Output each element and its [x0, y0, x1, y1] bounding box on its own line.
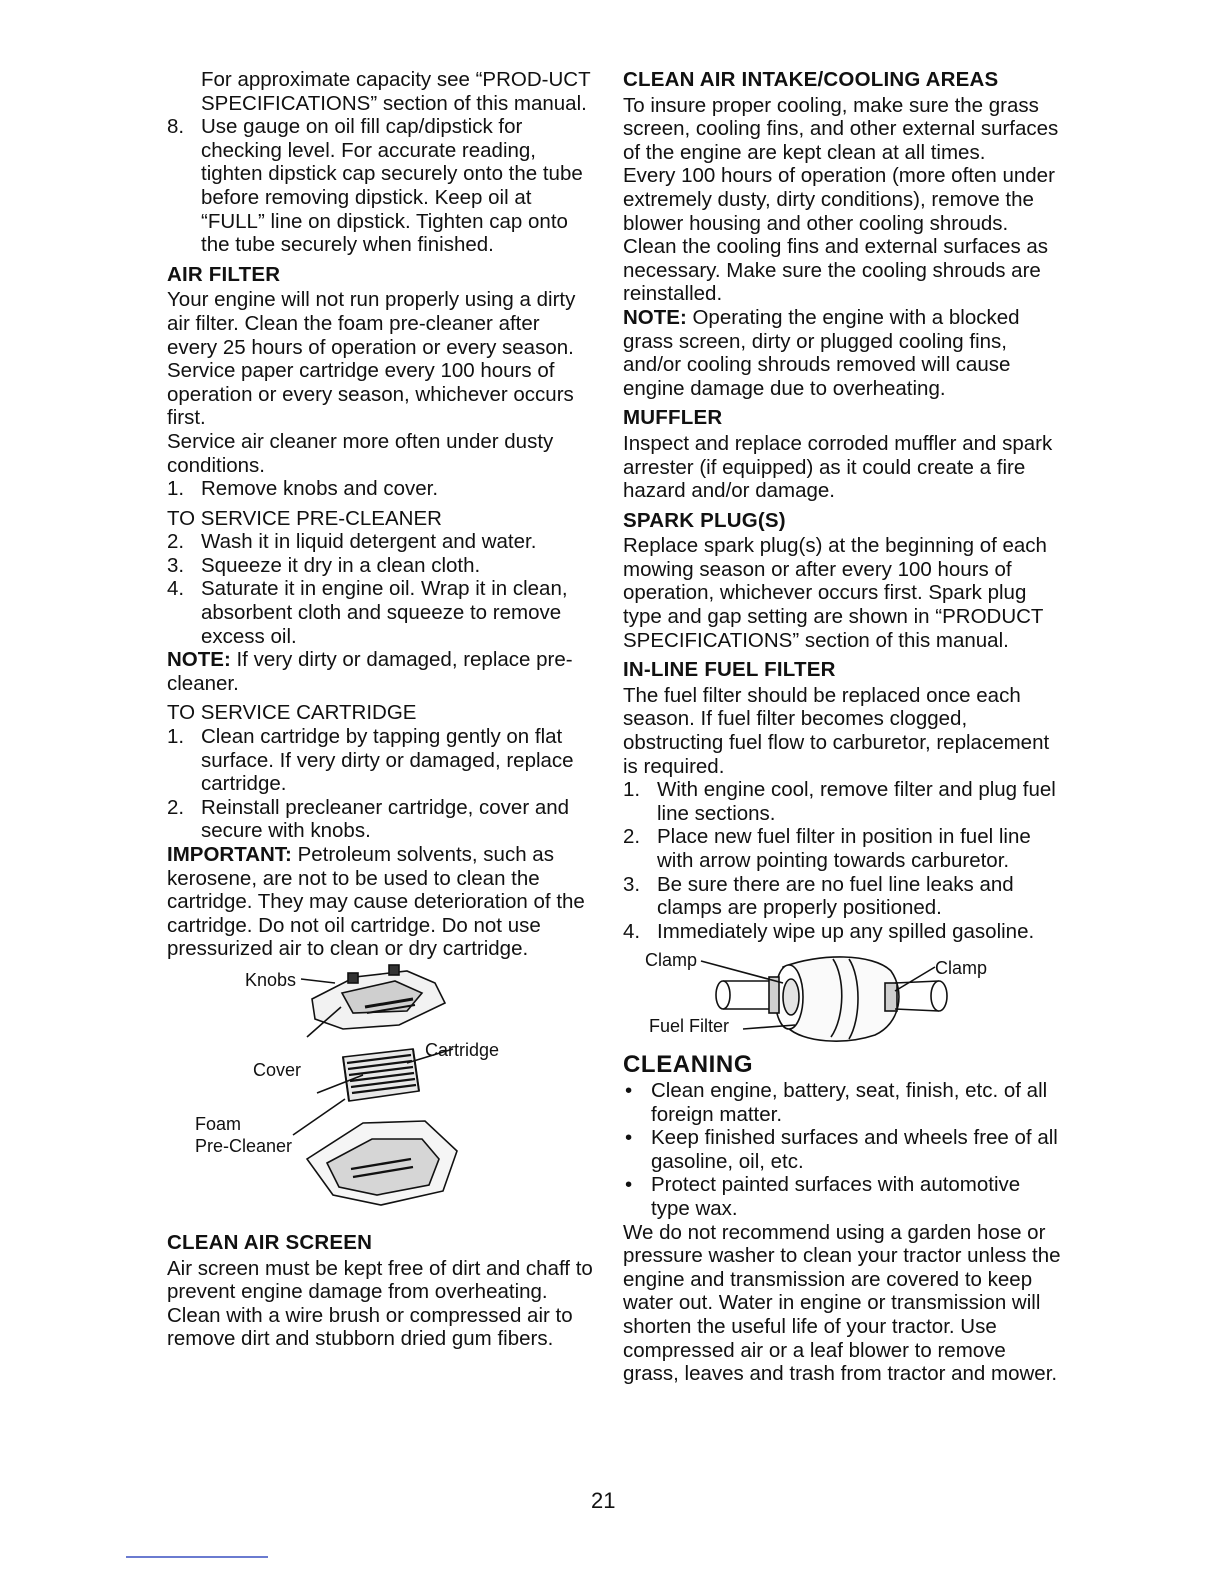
pre-cleaner-label: Pre-Cleaner — [195, 1135, 293, 1156]
fuel-filter-figure — [623, 947, 1063, 1043]
muffler-heading: MUFFLER — [623, 406, 723, 430]
list-item — [623, 778, 1063, 825]
muffler-paragraph: Inspect and replace corroded muffler and spark arrester (if equipped) as it could create a fire hazard and/or damage. — [623, 431, 1053, 503]
right-column — [623, 68, 1063, 1386]
important-label: IMPORTANT: — [167, 843, 292, 866]
list-item-text: Use gauge on oil fill cap/dipstick for checking level. For accurate reading, tighten dipstick cap securely onto the tube before removing dipstick. Keep oil at “FULL” line on dipstick. Tighten cap onto the tube securely when finished. — [201, 115, 583, 257]
list-item — [623, 825, 1063, 872]
list-item-number: 4. — [623, 919, 641, 943]
page-number: 21 — [591, 1488, 616, 1513]
list-item-number: 3. — [623, 872, 641, 896]
cleaning-paragraph: We do not recommend using a garden hose or pressure washer to clean your tractor unless the engine and transmission are covered to keep water out. Water in engine or transmission will shorten the useful life of your tractor. Use compressed air or a leaf blower to remove grass, leaves and trash from tractor and mower. — [623, 1220, 1061, 1386]
list-item — [167, 796, 595, 843]
list-item — [167, 530, 595, 554]
list-item-text: Clean cartridge by tapping gently on flat surface. If very dirty or damaged, replace cartridge. — [201, 725, 574, 796]
list-item — [167, 554, 595, 578]
left-column — [167, 68, 595, 1351]
cartridge-subheading: TO SERVICE CARTRIDGE — [167, 701, 417, 725]
cooling-areas-heading: CLEAN AIR INTAKE/COOLING AREAS — [623, 68, 999, 91]
foam-label: Foam — [195, 1113, 242, 1134]
clean-air-screen-heading: CLEAN AIR SCREEN — [167, 1230, 373, 1254]
list-item — [167, 577, 595, 648]
cleaning-heading: CLEANING — [623, 1051, 754, 1079]
list-item — [623, 920, 1063, 944]
list-item-text: With engine cool, remove filter and plug fuel line sections. — [657, 778, 1056, 825]
air-filter-heading: AIR FILTER — [167, 262, 281, 286]
air-filter-figure — [167, 963, 595, 1225]
bottom-rule — [126, 1556, 268, 1558]
list-item-number: 2. — [167, 795, 185, 819]
fuel-filter-label: Fuel Filter — [649, 1016, 730, 1037]
bullet-item: • Clean engine, battery, seat, finish, etc. of all foreign matter. — [623, 1079, 1063, 1126]
list-item-number: 3. — [167, 553, 185, 577]
list-item-number: 1. — [167, 477, 185, 501]
intro-paragraph: For approximate capacity see “PROD-UCT SPECIFICATIONS” section of this manual. — [201, 68, 591, 115]
air-filter-paragraph-2: Service air cleaner more often under dusty conditions. — [167, 429, 554, 477]
note-label: NOTE: — [167, 648, 231, 672]
list-item-number: 8. — [167, 115, 185, 139]
fuel-filter-paragraph: The fuel filter should be replaced once each season. If fuel filter becomes clogged, obstructing fuel flow to carburetor, replacement is required. — [623, 683, 1050, 778]
note-paragraph — [623, 306, 1063, 400]
clamp-left-label: Clamp — [645, 950, 698, 971]
air-filter-paragraph-1: Your engine will not run properly using a dirty air filter. Clean the foam pre-cleaner after every 25 hours of operation or every season. Service paper cartridge every 100 hours of operation or every season, whichever occurs first. — [167, 288, 576, 430]
cooling-paragraph-1: To insure proper cooling, make sure the grass screen, cooling fins, and other external surfaces of the engine are kept clean at all times. — [623, 93, 1059, 164]
note-text: Operating the engine with a blocked grass screen, dirty or plugged cooling fins, and/or cooling shrouds removed will cause engine damage due to overheating. — [623, 305, 1020, 400]
knobs-label: Knobs — [245, 969, 297, 990]
list-item-number: 1. — [167, 725, 185, 749]
list-item — [623, 873, 1063, 920]
list-item — [167, 725, 595, 796]
bullet-item: • Keep finished surfaces and wheels free of all gasoline, oil, etc. — [623, 1126, 1063, 1173]
note-text: If very dirty or damaged, replace pre-cleaner. — [167, 648, 573, 695]
list-item-number: 2. — [167, 530, 185, 554]
list-item-text: Place new fuel filter in position in fuel line with arrow pointing towards carburetor. — [657, 825, 1031, 872]
list-item-8 — [167, 115, 595, 257]
list-item-text: Immediately wipe up any spilled gasoline. — [657, 919, 1035, 943]
cooling-paragraph-2: Every 100 hours of operation (more often under extremely dusty, dirty conditions), remove the blower housing and other cooling shrouds. Clean the cooling fins and external surfaces as necessary. Make sure the cooling shrouds are reinstalled. — [623, 164, 1055, 306]
air-filter-diagram — [167, 963, 595, 1225]
list-item — [167, 477, 595, 501]
bullet-text: Protect painted surfaces with automotive type wax. — [651, 1173, 1021, 1220]
list-item-text: Squeeze it dry in a clean cloth. — [201, 553, 481, 577]
important-text: Petroleum solvents, such as kerosene, are not to be used to clean the cartridge. They may cause deterioration of the cartridge. Do not oil cartridge. Do not use pressurized air to clean or dry cartridge. — [167, 843, 585, 961]
cartridge-label: Cartridge — [425, 1039, 500, 1060]
pre-cleaner-subheading: TO SERVICE PRE-CLEANER — [167, 506, 442, 530]
list-item-number: 4. — [167, 577, 185, 601]
clamp-right-label: Clamp — [935, 958, 988, 979]
list-item-number: 2. — [623, 825, 641, 849]
bullet-text: Clean engine, battery, seat, finish, etc. of all foreign matter. — [651, 1078, 1048, 1126]
list-item-text: Wash it in liquid detergent and water. — [201, 530, 537, 554]
cover-label: Cover — [253, 1059, 302, 1080]
list-item-text: Saturate it in engine oil. Wrap it in clean, absorbent cloth and squeeze to remove excess oil. — [201, 577, 568, 648]
list-item-number: 1. — [623, 778, 641, 802]
note-paragraph — [167, 648, 595, 695]
air-screen-paragraph: Air screen must be kept free of dirt and chaff to prevent engine damage from overheating. Clean with a wire brush or compressed air to remove dirt and stubborn dried gum fibers. — [167, 1256, 593, 1351]
bullet-text: Keep finished surfaces and wheels free of all gasoline, oil, etc. — [651, 1126, 1058, 1173]
list-item-text: Reinstall precleaner cartridge, cover and secure with knobs. — [201, 795, 570, 843]
spark-plug-heading: SPARK PLUG(S) — [623, 508, 786, 532]
fuel-filter-heading: IN-LINE FUEL FILTER — [623, 658, 836, 682]
bullet-item: • Protect painted surfaces with automotive type wax. — [623, 1173, 1063, 1220]
list-item-text: Remove knobs and cover. — [201, 477, 439, 501]
important-paragraph — [167, 843, 595, 961]
note-label: NOTE: — [623, 305, 687, 329]
spark-plug-paragraph: Replace spark plug(s) at the beginning of each mowing season or after every 100 hours of operation, whichever occurs first. Spark plug type and gap setting are shown in “PRODUCT SPECIFICATIONS” section of this manual. — [623, 534, 1047, 652]
list-item-text: Be sure there are no fuel line leaks and clamps are properly positioned. — [657, 872, 1014, 920]
